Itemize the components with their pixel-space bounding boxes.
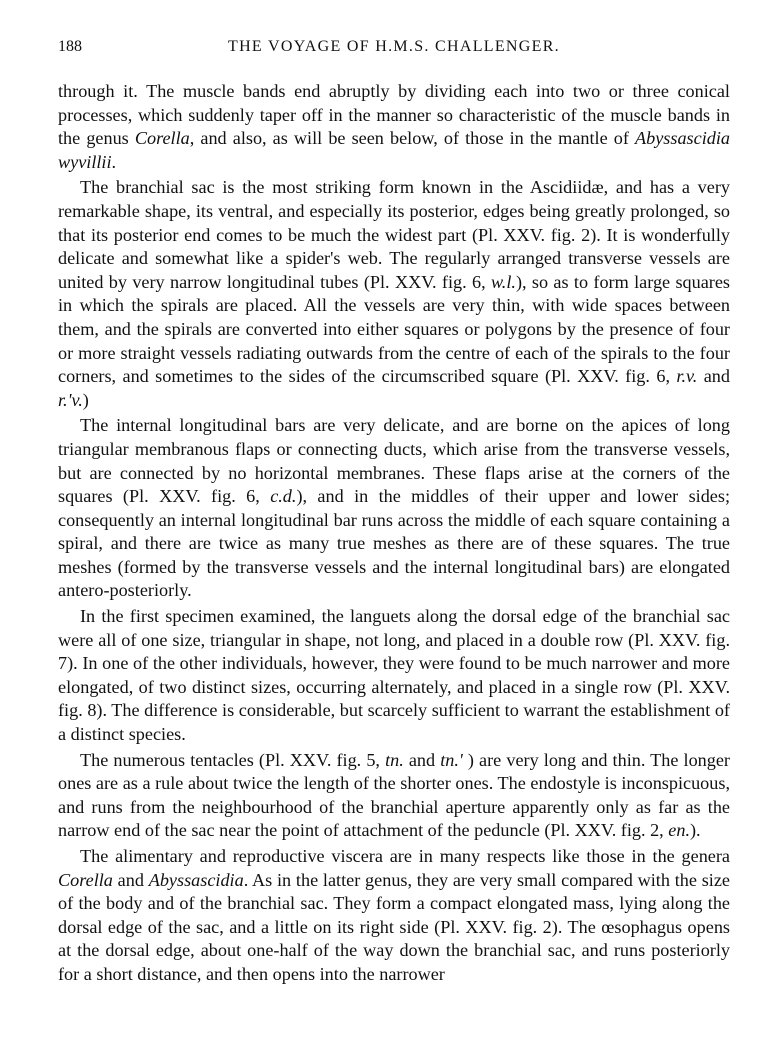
paragraph bbox=[58, 605, 730, 747]
italic-text: Abyssascidia wyvillii bbox=[58, 128, 730, 172]
text-run: , and also, as will be seen below, of those in the mantle of bbox=[189, 128, 636, 149]
text-run: through it. The muscle bands end abruptly by dividing each into two or three conical processes, which suddenly taper off in the manner so characteristic of the muscle bands in the genus bbox=[58, 81, 730, 149]
paragraph bbox=[58, 80, 730, 174]
italic-text: c.d. bbox=[270, 486, 297, 507]
text-run: ) bbox=[82, 389, 89, 410]
italic-text: Corella bbox=[134, 128, 190, 149]
page-header bbox=[58, 38, 730, 62]
text-run: The alimentary and reproductive viscera are in many respects like those in the genera bbox=[80, 846, 730, 866]
italic-text: w.l. bbox=[491, 271, 516, 292]
paragraph bbox=[58, 749, 730, 843]
text-run: The internal longitudinal bars are very delicate, and are borne on the apices of long triangular membranous flaps or connecting ducts, which arise from the transverse vessels, but are connected by no horizontal membranes. These flaps arise at the corners of the squares (Pl. XXV. fig. 6, bbox=[58, 415, 730, 507]
text-run: ), so as to form large squares in which the spirals are placed. All the vessels are very thin, with wide spaces between them, and the spirals are converted into either squares or polygons by the presence of four or more straight vessels radiating outwards from the centre of each of the spirals to the four corners, and sometimes to the sides of the circumscribed square (Pl. XXV. fig. 6, bbox=[58, 271, 731, 387]
text-run: ), and in the middles of their upper and lower sides; consequently an internal longitudinal bar runs across the middle of each square containing a spiral, and there are twice as many true meshes as there are of these squares. The true meshes (formed by the transverse vessels and the internal longitudinal bars) are elongated antero-posteriorly. bbox=[58, 486, 731, 601]
italic-text: tn.' bbox=[440, 749, 463, 770]
text-run: The numerous tentacles (Pl. XXV. fig. 5, bbox=[80, 749, 386, 770]
text-run: The branchial sac is the most striking form known in the Ascidiidæ, and has a very remarkable shape, its ventral, and especially its posterior, edges being greatly prolonged, so that its posterior end comes to be much the widest part (Pl. XXV. fig. 2). It is wonderfully delicate and somewhat like a spider's web. The regularly arranged transverse vessels are united by very narrow longitudinal tubes (Pl. XXV. fig. 6, bbox=[58, 177, 730, 292]
running-title: THE VOYAGE OF H.M.S. CHALLENGER. bbox=[228, 38, 560, 55]
text-run: ). bbox=[690, 820, 701, 841]
italic-text: Abyssascidia bbox=[148, 869, 244, 890]
italic-text: en. bbox=[668, 820, 690, 841]
italic-text: r.v. bbox=[676, 366, 698, 387]
text-run: . bbox=[111, 151, 117, 172]
text-run: In the first specimen examined, the languets along the dorsal edge of the branchial sac were all of one size, triangular in shape, not long, and placed in a double row (Pl. XXV. fig. 7). In one of the other individuals, however, they were found to be much narrower and more elongated, of two distinct sizes, occurring alternately, and placed in a single row (Pl. XXV. fig. 8). The difference is considerable, but scarcely sufficient to warrant the establishment of a distinct species. bbox=[58, 606, 730, 745]
text-run: and bbox=[403, 749, 441, 770]
text-run: and bbox=[112, 869, 149, 890]
body-text bbox=[58, 80, 730, 987]
paragraph bbox=[58, 414, 730, 603]
page-number: 188 bbox=[58, 38, 82, 55]
italic-text: tn. bbox=[385, 749, 404, 770]
paragraph bbox=[58, 845, 730, 987]
text-run: and bbox=[697, 366, 730, 387]
paragraph bbox=[58, 176, 730, 412]
italic-text: Corella bbox=[58, 869, 113, 890]
italic-text: r.'v. bbox=[58, 389, 83, 410]
text-run: . As in the latter genus, they are very small compared with the size of the body and of the branchial sac. They form a compact elongated mass, lying along the dorsal edge of the sac, and a little on its right side (Pl. XXV. fig. 2). The œsophagus opens at the dorsal edge, about one-half of the way down the branchial sac, and runs posteriorly for a short distance, and then opens into the narrower bbox=[58, 869, 730, 984]
text-run: ) are very long and thin. The longer ones are as a rule about twice the length of the shorter ones. The endostyle is inconspicuous, and runs from the neighbourhood of the branchial aperture apparently only as far as the narrow end of the sac near the point of attachment of the peduncle (Pl. XXV. fig. 2, bbox=[58, 749, 730, 841]
